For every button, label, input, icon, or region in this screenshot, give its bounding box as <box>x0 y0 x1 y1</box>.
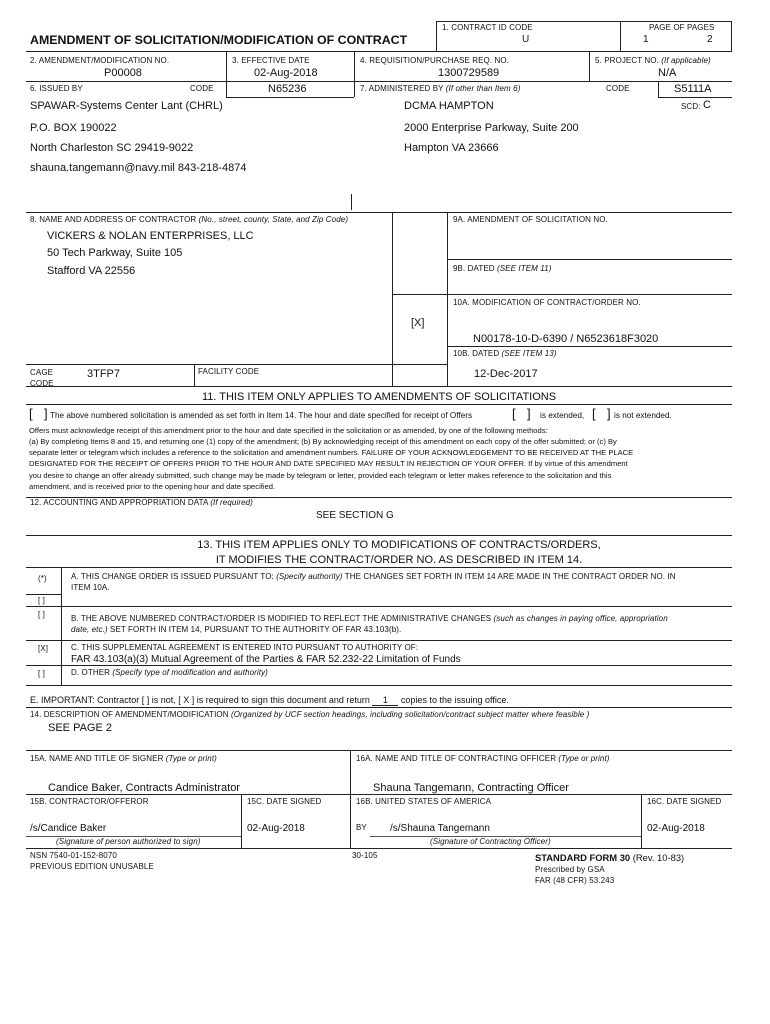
issued-line-4: shauna.tangemann@navy.mil 843-218-4874 <box>30 162 247 174</box>
item12-label-text: 12. ACCOUNTING AND APPROPRIATION DATA <box>30 498 208 507</box>
issued-by-label: 6. ISSUED BY <box>30 84 83 93</box>
amendment-no-label: 2. AMENDMENT/MODIFICATION NO. <box>30 56 170 65</box>
rule-bottom <box>26 848 732 849</box>
form-title: AMENDMENT OF SOLICITATION/MODIFICATION OF CONTRACT <box>30 33 408 47</box>
project-no: N/A <box>658 67 677 79</box>
item12-label <box>30 498 253 507</box>
issued-line-3: North Charleston SC 29419-9022 <box>30 142 194 154</box>
rule-page-divider <box>620 21 621 51</box>
item11-para-4: DESIGNATED FOR THE RECEIPT OF OFFERS PRIOR TO THE HOUR AND DATE SPECIFIED MAY RESULT IN REJECTION OF YOUR OFFER. If by virtue of this amendment <box>29 459 628 468</box>
item13-mark-c: [X] <box>38 644 49 653</box>
contractor-label <box>30 215 348 224</box>
item13-b-line1 <box>71 614 668 623</box>
important-required: ] is required to sign this document and return <box>191 695 370 705</box>
item15b-note: (Signature of person authorized to sign) <box>56 837 201 846</box>
important-line <box>30 695 509 706</box>
item11-para-5: you desire to change an offer already submitted, such change may be made by telegram or letter, provided each telegram or letter makes reference to the solicitation and this <box>29 471 612 480</box>
footer-gsa: Prescribed by GSA <box>535 865 605 874</box>
item9b-label-text: 9B. DATED <box>453 264 495 273</box>
rule-11-headline <box>26 404 732 405</box>
issued-code-label: CODE <box>190 84 214 93</box>
contractor-label-text: 8. NAME AND ADDRESS OF CONTRACTOR <box>30 215 197 224</box>
rule-row2-top <box>26 51 732 52</box>
important-prefix: E. IMPORTANT: Contractor [ <box>30 695 145 705</box>
requisition-no: 1300729589 <box>438 67 500 79</box>
item11-line1c: is not extended. <box>614 411 672 420</box>
item14-label <box>30 710 589 719</box>
important-isnot: ] is not, [ <box>146 695 181 705</box>
amendment-no: P00008 <box>104 67 142 79</box>
item11-bracket-3: [ <box>592 406 596 421</box>
item15b-label: 15B. CONTRACTOR/OFFEROR <box>30 797 149 806</box>
item16a-label-text: 16A. NAME AND TITLE OF CONTRACTING OFFICER <box>356 754 557 763</box>
contractor-label-note: (No., street, county, State, and Zip Code) <box>198 215 349 224</box>
item10b-label <box>453 349 557 358</box>
item16c-value: 02-Aug-2018 <box>647 823 705 834</box>
item13-mark-star: (*) <box>38 574 47 583</box>
administered-line-2: 2000 Enterprise Parkway, Suite 200 <box>404 122 579 134</box>
rule-13b <box>26 606 732 607</box>
page-of-pages-label: PAGE OF PAGES <box>649 23 715 32</box>
item13-a-text: A. THIS CHANGE ORDER IS ISSUED PURSUANT TO: <box>71 572 274 581</box>
footer-rev: (Rev. 10-83) <box>632 852 685 863</box>
item16a-value: Shauna Tangemann, Contracting Officer <box>373 782 569 794</box>
item13-b-line2 <box>71 625 401 634</box>
cage-code: 3TFP7 <box>87 368 121 380</box>
administered-line-1: DCMA HAMPTON <box>404 100 494 112</box>
administered-by-label-note: (If other than Item 6) <box>445 84 521 93</box>
rule-10b-top <box>447 346 732 347</box>
item15a-value: Candice Baker, Contracts Administrator <box>48 782 240 794</box>
item15a-label-text: 15A. NAME AND TITLE OF SIGNER <box>30 754 164 763</box>
item16a-label <box>356 754 610 763</box>
rule-13d <box>26 665 732 666</box>
cage-code-label: CAGE CODE <box>30 368 54 388</box>
contract-id-code-label: 1. CONTRACT ID CODE <box>442 23 533 32</box>
item11-bracket-1-close: ] <box>44 406 48 421</box>
footer-standard-form <box>535 852 684 863</box>
item13-c-line1: C. THIS SUPPLEMENTAL AGREEMENT IS ENTERED INTO PURSUANT TO AUTHORITY OF: <box>71 643 419 652</box>
footer-far: FAR (48 CFR) 53.243 <box>535 876 615 885</box>
rule-13a <box>26 594 61 595</box>
item11-heading: 11. THIS ITEM ONLY APPLIES TO AMENDMENTS OF SOLICITATIONS <box>201 391 557 403</box>
rule-tick <box>351 194 352 210</box>
administered-line-3: Hampton VA 23666 <box>404 142 499 154</box>
item16b-value: /s/Shauna Tangemann <box>390 823 490 834</box>
item13-heading-2: IT MODIFIES THE CONTRACT/ORDER NO. AS DESCRIBED IN ITEM 14. <box>215 554 583 566</box>
effective-date: 02-Aug-2018 <box>254 67 318 79</box>
item13-mark-b: [ ] <box>38 610 45 619</box>
rule-10a-top <box>392 294 732 295</box>
issued-line-1: SPAWAR-Systems Center Lant (CHRL) <box>30 100 223 112</box>
rule-row2-a <box>226 51 227 81</box>
item15a-label-note: (Type or print) <box>165 754 217 763</box>
rule-code-6 <box>226 81 227 97</box>
rule-top-left <box>436 21 437 51</box>
item10b-label-note: (SEE ITEM 13) <box>501 349 557 358</box>
footer-nsn: NSN 7540-01-152-8070 <box>30 851 117 860</box>
rule-11-top <box>26 386 732 387</box>
rule-15-16 <box>350 750 351 848</box>
item13-a-line1 <box>71 572 676 581</box>
project-no-label-text: 5. PROJECT NO. <box>595 56 659 65</box>
item13-mark-d: [ ] <box>38 669 45 678</box>
item12-label-note: (If required) <box>210 498 253 507</box>
rule-16c <box>641 794 642 848</box>
item10b-label-text: 10B. DATED <box>453 349 500 358</box>
administered-code: S5111A <box>674 83 712 95</box>
rule-13-top <box>26 535 732 536</box>
item16-by: BY <box>356 823 367 832</box>
rule-row8-top <box>26 212 732 213</box>
item11-bracket-2: [ <box>512 406 516 421</box>
rule-row2-c <box>589 51 590 81</box>
item10b-value: 12-Dec-2017 <box>474 368 538 380</box>
contractor-line-3: Stafford VA 22556 <box>47 265 136 277</box>
contractor-line-1: VICKERS & NOLAN ENTERPRISES, LLC <box>47 230 254 242</box>
item15a-label <box>30 754 217 763</box>
contractor-line-2: 50 Tech Parkway, Suite 105 <box>47 247 183 259</box>
item13-d-note: (Specify type of modification and authority) <box>112 668 268 677</box>
item16b-note: (Signature of Contracting Officer) <box>430 837 551 846</box>
facility-code-label: FACILITY CODE <box>198 367 260 376</box>
rule-9b-top <box>447 259 732 260</box>
item9b-label-note: (SEE ITEM 11) <box>496 264 552 273</box>
item9a-label: 9A. AMENDMENT OF SOLICITATION NO. <box>453 215 608 224</box>
item16c-label: 16C. DATE SIGNED <box>647 797 722 806</box>
rule-15c <box>241 794 242 848</box>
rule-cage-top <box>26 364 447 365</box>
rule-13-headline <box>26 567 732 568</box>
rule-top <box>436 21 732 22</box>
footer-sf: STANDARD FORM 30 <box>535 852 631 863</box>
rule-code7-box <box>658 97 732 98</box>
requisition-label: 4. REQUISITION/PURCHASE REQ. NO. <box>360 56 510 65</box>
item13-b-text-2: SET FORTH IN ITEM 14, PURSUANT TO THE AUTHORITY OF FAR 43.103(b). <box>110 625 402 634</box>
item13-d-text: D. OTHER <box>71 668 111 677</box>
project-no-label-note: (If applicable) <box>661 56 711 65</box>
footer-number: 30-105 <box>352 851 378 860</box>
effective-date-label: 3. EFFECTIVE DATE <box>232 56 310 65</box>
rule-top-right <box>731 21 732 51</box>
administered-by-label <box>360 84 520 93</box>
important-copies: 1 <box>372 696 398 706</box>
rule-8-right <box>392 212 393 294</box>
item9b-label <box>453 264 551 273</box>
item10a-value: N00178-10-D-6390 / N6523618F3020 <box>473 333 659 345</box>
item13-a-rest: THE CHANGES SET FORTH IN ITEM 14 ARE MADE IN THE CONTRACT ORDER NO. IN <box>344 572 676 581</box>
item13-b-note-2: date, etc.) <box>71 625 108 634</box>
rule-row3-mid <box>354 81 355 97</box>
item16b-label: 16B. UNITED STATES OF AMERICA <box>356 797 492 806</box>
item13-a-line2: ITEM 10A. <box>71 583 110 592</box>
important-suffix: copies to the issuing office. <box>400 695 509 705</box>
item12-value: SEE SECTION G <box>316 510 394 521</box>
item10-mark: [X] <box>411 317 425 329</box>
rule-15-top <box>26 750 732 751</box>
rule-row2-b <box>354 51 355 81</box>
item11-bracket-1: [ <box>29 406 33 421</box>
page-count: 2 <box>707 34 713 45</box>
rule-code6-box <box>226 97 354 98</box>
issued-code: N65236 <box>268 83 307 95</box>
item15c-value: 02-Aug-2018 <box>247 823 305 834</box>
item11-line1b: is extended, <box>540 411 585 420</box>
item10a-label: 10A. MODIFICATION OF CONTRACT/ORDER NO. <box>453 298 641 307</box>
item11-bracket-2-close: ] <box>527 406 531 421</box>
item11-para-2: (a) By completing Items 8 and 15, and returning one (1) copy of the amendment; (b) By acknowledging receipt of this amendment on each copy of the offer submitted; or (c) By <box>29 437 617 446</box>
item14-label-note: (Organized by UCF section headings, including solicitation/contract subject matter where feasible ) <box>230 710 590 719</box>
rule-10-left <box>392 294 393 386</box>
item11-bracket-3-close: ] <box>607 406 611 421</box>
item15b-value: /s/Candice Baker <box>30 823 107 834</box>
rule-15b-top <box>26 794 732 795</box>
item11-para-3: separate letter or telegram which includes a reference to the solicitation and amendment numbers. FAILURE OF YOUR ACKNOWLEDGEMENT TO BE RECEIVED AT THE PLACE <box>29 448 634 457</box>
item15c-label: 15C. DATE SIGNED <box>247 797 322 806</box>
contract-id-code: U <box>522 34 530 45</box>
rule-9-left <box>447 212 448 386</box>
rule-13-col <box>61 567 62 685</box>
footer-previous-edition: PREVIOUS EDITION UNUSABLE <box>30 862 154 871</box>
item13-heading-1: 13. THIS ITEM APPLIES ONLY TO MODIFICATIONS OF CONTRACTS/ORDERS, <box>197 539 601 551</box>
administered-code-label: CODE <box>606 84 630 93</box>
item16a-label-note: (Type or print) <box>558 754 610 763</box>
rule-13c <box>26 640 732 641</box>
item13-a-note: (Specify authority) <box>276 572 343 581</box>
project-no-label <box>595 56 711 65</box>
item14-value: SEE PAGE 2 <box>48 722 112 734</box>
item11-para-1: Offers must acknowledge receipt of this amendment prior to the hour and date specified in the solicitation or as amended, by one of the following methods: <box>29 426 548 435</box>
item13-b-note: (such as changes in paying office, appropriation <box>493 614 668 623</box>
item14-label-text: 14. DESCRIPTION OF AMENDMENT/MODIFICATION <box>30 710 229 719</box>
page-number: 1 <box>643 34 649 45</box>
rule-cage-facility <box>194 364 195 386</box>
rule-row3-top <box>26 81 732 82</box>
issued-line-2: P.O. BOX 190022 <box>30 122 117 134</box>
administered-by-label-text: 7. ADMINISTERED BY <box>360 84 444 93</box>
item13-d-line1 <box>71 668 268 677</box>
scd-value: C <box>703 99 711 111</box>
rule-13-bottom <box>26 685 732 686</box>
item13-b-text: B. THE ABOVE NUMBERED CONTRACT/ORDER IS MODIFIED TO REFLECT THE ADMINISTRATIVE CHANGES <box>71 614 492 623</box>
item13-c-line2: FAR 43.103(a)(3) Mutual Agreement of the Parties & FAR 52.232-22 Limitation of Funds <box>71 654 461 665</box>
rule-14-top <box>26 707 732 708</box>
item13-mark-a: [ ] <box>38 596 45 605</box>
important-x: X <box>183 695 190 705</box>
rule-code-7 <box>658 81 659 97</box>
item11-para-6: amendment, and is received prior to the opening hour and date specified. <box>29 482 276 491</box>
scd-label: SCD: <box>681 102 701 111</box>
item11-line1a: The above numbered solicitation is amended as set forth in Item 14. The hour and date specified for receipt of Offers <box>50 411 473 420</box>
